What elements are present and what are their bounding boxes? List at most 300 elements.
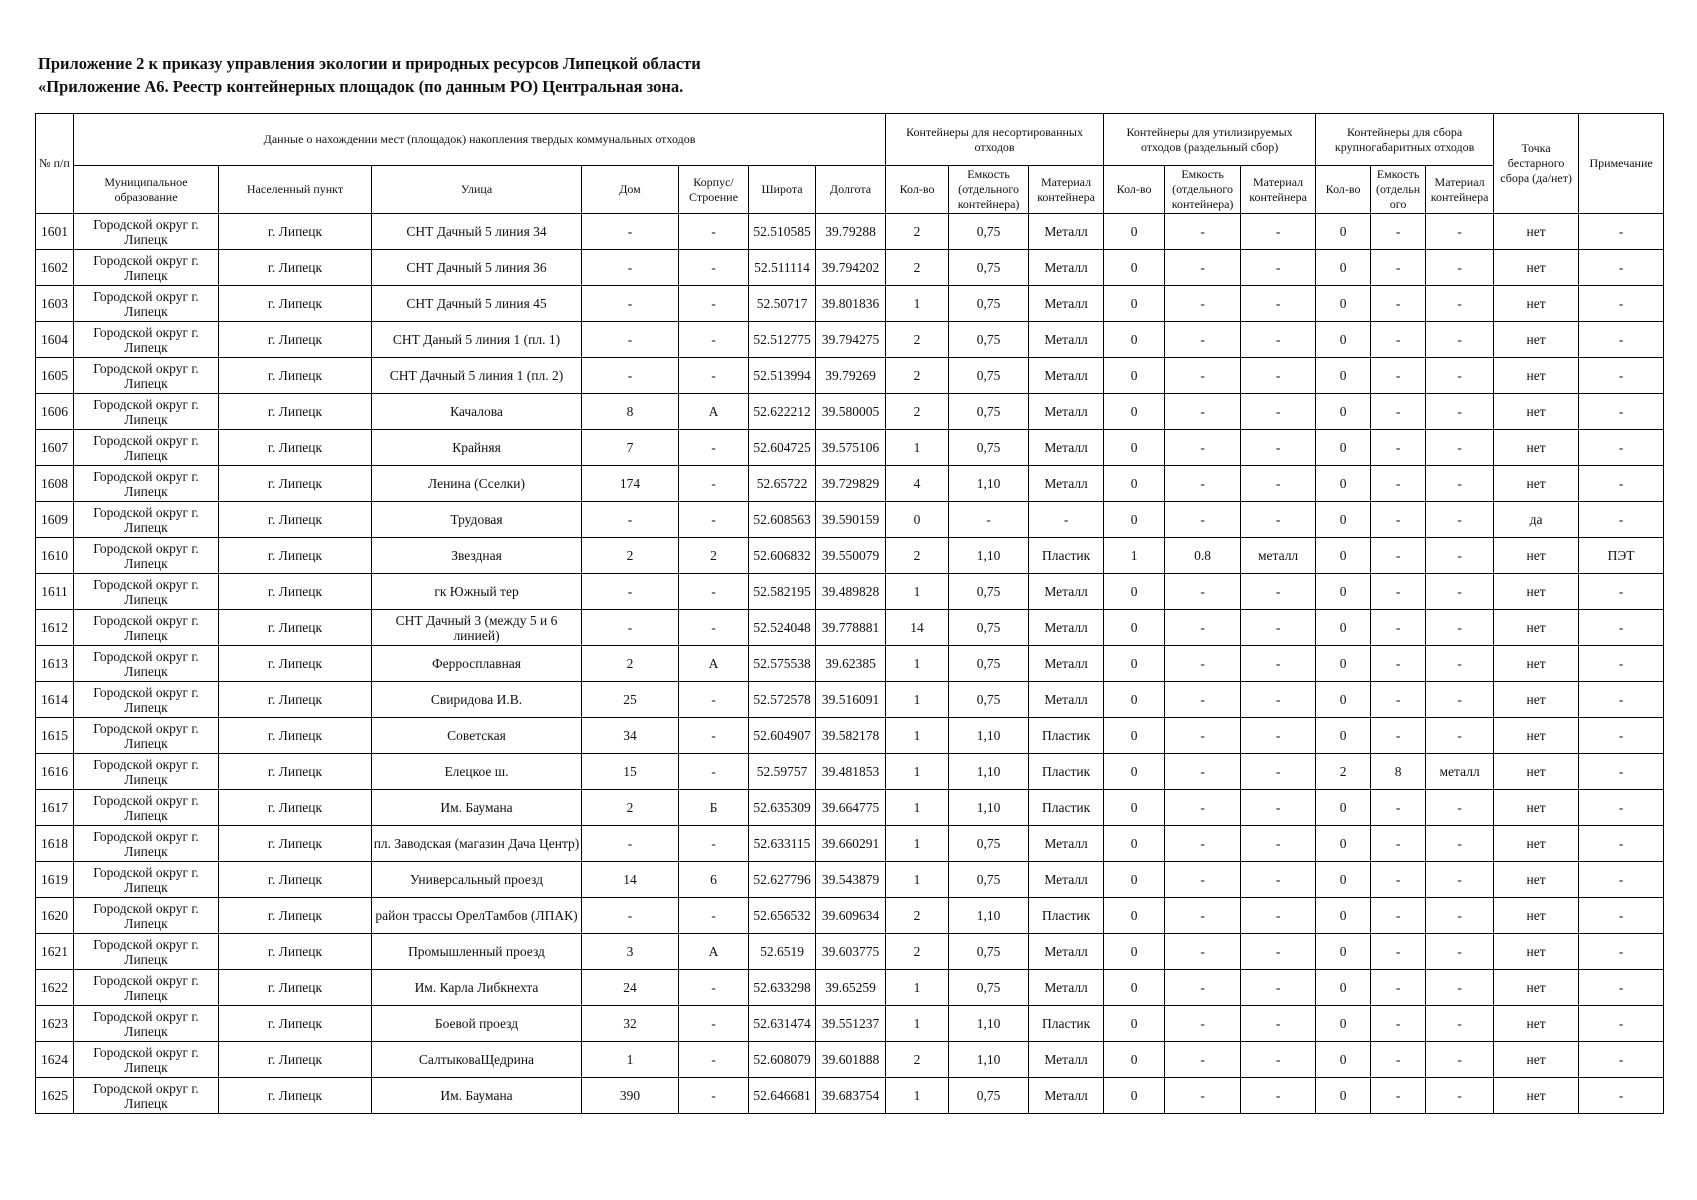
unsorted-capacity-cell: 0,75 [949, 646, 1029, 682]
unsorted-count-cell: 4 [886, 466, 949, 502]
municipality-cell: Городской округ г. Липецк [74, 934, 219, 970]
bulky-capacity-cell: - [1371, 502, 1426, 538]
recyclable-capacity-cell: - [1165, 502, 1241, 538]
bagless-cell: нет [1494, 1078, 1579, 1114]
recyclable-capacity-cell: - [1165, 682, 1241, 718]
municipality-cell: Городской округ г. Липецк [74, 1006, 219, 1042]
bulky-material-cell: - [1426, 1006, 1494, 1042]
bulky-count-cell: 0 [1316, 394, 1371, 430]
house-cell: 24 [582, 970, 679, 1006]
table-row [36, 826, 1664, 862]
unsorted-material-cell: Металл [1029, 1042, 1104, 1078]
bulky-count-cell: 0 [1316, 646, 1371, 682]
latitude-cell: 52.65722 [749, 466, 816, 502]
row-number: 1619 [36, 862, 74, 898]
registry-table [35, 113, 1664, 1114]
street-cell: Универсальный проезд [372, 862, 582, 898]
municipality-cell: Городской округ г. Липецк [74, 250, 219, 286]
bulky-capacity-cell: - [1371, 718, 1426, 754]
row-number: 1602 [36, 250, 74, 286]
recyclable-material-cell: - [1241, 682, 1316, 718]
table-row [36, 898, 1664, 934]
bulky-count-cell: 0 [1316, 214, 1371, 250]
recyclable-count-cell: 0 [1104, 934, 1165, 970]
house-cell: - [582, 610, 679, 646]
settlement-cell: г. Липецк [219, 862, 372, 898]
house-cell: 34 [582, 718, 679, 754]
unsorted-material-cell: Металл [1029, 322, 1104, 358]
street-cell: Свиридова И.В. [372, 682, 582, 718]
unsorted-capacity-cell: 0,75 [949, 358, 1029, 394]
recyclable-count-cell: 0 [1104, 1006, 1165, 1042]
recyclable-count-cell: 0 [1104, 574, 1165, 610]
street-cell: Боевой проезд [372, 1006, 582, 1042]
unsorted-material-cell: Пластик [1029, 790, 1104, 826]
table-row [36, 682, 1664, 718]
building-cell: - [679, 466, 749, 502]
recyclable-material-cell: - [1241, 1006, 1316, 1042]
house-cell: - [582, 214, 679, 250]
unsorted-material-cell: Пластик [1029, 538, 1104, 574]
recyclable-count-cell: 0 [1104, 394, 1165, 430]
building-cell: - [679, 214, 749, 250]
recyclable-material-cell: - [1241, 1078, 1316, 1114]
table-row [36, 790, 1664, 826]
recyclable-material-cell: - [1241, 862, 1316, 898]
street-cell: пл. Заводская (магазин Дача Центр) [372, 826, 582, 862]
settlement-cell: г. Липецк [219, 250, 372, 286]
row-number: 1621 [36, 934, 74, 970]
building-cell: 6 [679, 862, 749, 898]
bulky-material-header: Материал контейнера [1426, 166, 1494, 214]
street-cell: Им. Баумана [372, 790, 582, 826]
unsorted-count-cell: 2 [886, 250, 949, 286]
bulky-material-cell: - [1426, 610, 1494, 646]
house-cell: - [582, 826, 679, 862]
latitude-cell: 52.524048 [749, 610, 816, 646]
latitude-cell: 52.511114 [749, 250, 816, 286]
unsorted-capacity-cell: 1,10 [949, 538, 1029, 574]
recyclable-count-cell: 0 [1104, 790, 1165, 826]
recyclable-capacity-cell: - [1165, 790, 1241, 826]
latitude-cell: 52.608563 [749, 502, 816, 538]
note-cell: - [1579, 610, 1664, 646]
recyclable-capacity-cell: - [1165, 430, 1241, 466]
settlement-cell: г. Липецк [219, 214, 372, 250]
recyclable-capacity-cell: - [1165, 1042, 1241, 1078]
bulky-count-cell: 0 [1316, 826, 1371, 862]
street-cell: Качалова [372, 394, 582, 430]
unsorted-capacity-cell: 0,75 [949, 286, 1029, 322]
note-cell: - [1579, 394, 1664, 430]
bulky-material-cell: - [1426, 718, 1494, 754]
settlement-cell: г. Липецк [219, 934, 372, 970]
recyclable-capacity-cell: - [1165, 1006, 1241, 1042]
latitude-cell: 52.50717 [749, 286, 816, 322]
unsorted-capacity-cell: - [949, 502, 1029, 538]
recyclable-capacity-cell: - [1165, 934, 1241, 970]
bulky-material-cell: - [1426, 322, 1494, 358]
settlement-cell: г. Липецк [219, 826, 372, 862]
table-row [36, 394, 1664, 430]
table-row [36, 502, 1664, 538]
recyclable-capacity-cell: - [1165, 898, 1241, 934]
bulky-count-cell: 2 [1316, 754, 1371, 790]
bulky-material-cell: - [1426, 646, 1494, 682]
bulky-material-cell: - [1426, 826, 1494, 862]
row-number: 1618 [36, 826, 74, 862]
unsorted-count-cell: 1 [886, 826, 949, 862]
longitude-cell: 39.582178 [816, 718, 886, 754]
table-row [36, 646, 1664, 682]
col-num-header: № п/п [36, 114, 74, 214]
bulky-material-cell: металл [1426, 754, 1494, 790]
municipality-cell: Городской округ г. Липецк [74, 466, 219, 502]
note-cell: - [1579, 466, 1664, 502]
settlement-cell: г. Липецк [219, 1006, 372, 1042]
municipality-cell: Городской округ г. Липецк [74, 358, 219, 394]
note-cell: - [1579, 970, 1664, 1006]
longitude-cell: 39.550079 [816, 538, 886, 574]
bagless-cell: нет [1494, 682, 1579, 718]
street-cell: СНТ Дачный 5 линия 36 [372, 250, 582, 286]
street-cell: Ленина (Сселки) [372, 466, 582, 502]
municipality-cell: Городской округ г. Липецк [74, 970, 219, 1006]
latitude-cell: 52.633298 [749, 970, 816, 1006]
municipality-cell: Городской округ г. Липецк [74, 538, 219, 574]
bagless-cell: да [1494, 502, 1579, 538]
row-number: 1601 [36, 214, 74, 250]
recyclable-capacity-cell: - [1165, 646, 1241, 682]
bulky-material-cell: - [1426, 466, 1494, 502]
latitude-cell: 52.572578 [749, 682, 816, 718]
bulky-count-cell: 0 [1316, 1078, 1371, 1114]
unsorted-material-cell: Металл [1029, 1078, 1104, 1114]
bulky-capacity-cell: - [1371, 970, 1426, 1006]
bagless-cell: нет [1494, 754, 1579, 790]
unsorted-group-header: Контейнеры для несортированных отходов [886, 114, 1104, 166]
unsorted-material-cell: Металл [1029, 250, 1104, 286]
unsorted-material-cell: Металл [1029, 970, 1104, 1006]
settlement-cell: г. Липецк [219, 574, 372, 610]
recyclable-count-cell: 0 [1104, 1078, 1165, 1114]
unsorted-count-cell: 1 [886, 718, 949, 754]
note-cell: - [1579, 934, 1664, 970]
longitude-cell: 39.65259 [816, 970, 886, 1006]
note-cell: - [1579, 646, 1664, 682]
recyclable-material-cell: - [1241, 718, 1316, 754]
row-number: 1606 [36, 394, 74, 430]
table-row [36, 214, 1664, 250]
bulky-count-cell: 0 [1316, 1042, 1371, 1078]
street-cell: район трассы ОрелТамбов (ЛПАК) [372, 898, 582, 934]
table-row [36, 718, 1664, 754]
house-cell: 390 [582, 1078, 679, 1114]
bulky-capacity-cell: - [1371, 862, 1426, 898]
bulky-count-cell: 0 [1316, 970, 1371, 1006]
table-row [36, 1042, 1664, 1078]
note-cell: - [1579, 430, 1664, 466]
latitude-cell: 52.6519 [749, 934, 816, 970]
recyclable-capacity-cell: - [1165, 826, 1241, 862]
bagless-header: Точка бестарного сбора (да/нет) [1494, 114, 1579, 214]
settlement-cell: г. Липецк [219, 898, 372, 934]
municipality-cell: Городской округ г. Липецк [74, 286, 219, 322]
street-cell: СНТ Дачный 5 линия 1 (пл. 2) [372, 358, 582, 394]
bulky-count-cell: 0 [1316, 934, 1371, 970]
house-cell: 2 [582, 790, 679, 826]
recyclable-group-header: Контейнеры для утилизируемых отходов (раздельный сбор) [1104, 114, 1316, 166]
table-row [36, 358, 1664, 394]
unsorted-material-cell: Металл [1029, 934, 1104, 970]
recyclable-count-header: Кол-во [1104, 166, 1165, 214]
unsorted-capacity-cell: 1,10 [949, 754, 1029, 790]
recyclable-material-cell: - [1241, 574, 1316, 610]
bulky-capacity-cell: - [1371, 1042, 1426, 1078]
latitude-cell: 52.582195 [749, 574, 816, 610]
unsorted-capacity-cell: 1,10 [949, 898, 1029, 934]
bulky-material-cell: - [1426, 970, 1494, 1006]
note-header: Примечание [1579, 114, 1664, 214]
latitude-cell: 52.59757 [749, 754, 816, 790]
municipality-cell: Городской округ г. Липецк [74, 862, 219, 898]
table-row [36, 754, 1664, 790]
building-cell: 2 [679, 538, 749, 574]
bulky-capacity-cell: - [1371, 610, 1426, 646]
row-number: 1608 [36, 466, 74, 502]
recyclable-capacity-cell: - [1165, 610, 1241, 646]
street-cell: гк Южный тер [372, 574, 582, 610]
row-number: 1614 [36, 682, 74, 718]
longitude-cell: 39.590159 [816, 502, 886, 538]
recyclable-count-cell: 0 [1104, 466, 1165, 502]
note-cell: - [1579, 754, 1664, 790]
unsorted-capacity-header: Емкость (отдельного контейнера) [949, 166, 1029, 214]
bulky-material-cell: - [1426, 214, 1494, 250]
unsorted-material-cell: Металл [1029, 610, 1104, 646]
building-cell: - [679, 358, 749, 394]
building-cell: А [679, 394, 749, 430]
house-cell: 7 [582, 430, 679, 466]
building-cell: - [679, 574, 749, 610]
longitude-cell: 39.62385 [816, 646, 886, 682]
building-cell: - [679, 250, 749, 286]
bulky-capacity-cell: - [1371, 538, 1426, 574]
settlement-cell: г. Липецк [219, 970, 372, 1006]
latitude-cell: 52.604725 [749, 430, 816, 466]
bulky-capacity-cell: - [1371, 430, 1426, 466]
row-number: 1617 [36, 790, 74, 826]
bulky-capacity-cell: 8 [1371, 754, 1426, 790]
building-header: Корпус/ Строение [679, 166, 749, 214]
document-title [38, 52, 701, 98]
unsorted-capacity-cell: 0,75 [949, 1078, 1029, 1114]
bagless-cell: нет [1494, 646, 1579, 682]
latitude-cell: 52.575538 [749, 646, 816, 682]
note-cell: - [1579, 862, 1664, 898]
longitude-cell: 39.683754 [816, 1078, 886, 1114]
house-cell: - [582, 574, 679, 610]
row-number: 1620 [36, 898, 74, 934]
settlement-cell: г. Липецк [219, 1078, 372, 1114]
latitude-cell: 52.646681 [749, 1078, 816, 1114]
unsorted-material-cell: Металл [1029, 466, 1104, 502]
table-header [36, 114, 1664, 214]
longitude-cell: 39.79269 [816, 358, 886, 394]
settlement-cell: г. Липецк [219, 394, 372, 430]
bulky-count-cell: 0 [1316, 538, 1371, 574]
house-cell: - [582, 322, 679, 358]
house-cell: - [582, 898, 679, 934]
row-number: 1613 [36, 646, 74, 682]
note-cell: - [1579, 1042, 1664, 1078]
recyclable-material-cell: - [1241, 286, 1316, 322]
bagless-cell: нет [1494, 466, 1579, 502]
settlement-cell: г. Липецк [219, 646, 372, 682]
recyclable-count-cell: 0 [1104, 358, 1165, 394]
street-cell: СНТ Даный 5 линия 1 (пл. 1) [372, 322, 582, 358]
settlement-cell: г. Липецк [219, 358, 372, 394]
bagless-cell: нет [1494, 358, 1579, 394]
municipality-cell: Городской округ г. Липецк [74, 1078, 219, 1114]
unsorted-material-cell: Пластик [1029, 898, 1104, 934]
note-cell: ПЭТ [1579, 538, 1664, 574]
municipality-cell: Городской округ г. Липецк [74, 718, 219, 754]
row-number: 1623 [36, 1006, 74, 1042]
bulky-count-cell: 0 [1316, 1006, 1371, 1042]
recyclable-material-cell: - [1241, 466, 1316, 502]
unsorted-capacity-cell: 1,10 [949, 1042, 1029, 1078]
recyclable-count-cell: 0 [1104, 970, 1165, 1006]
row-number: 1609 [36, 502, 74, 538]
unsorted-count-cell: 1 [886, 1078, 949, 1114]
bulky-count-cell: 0 [1316, 502, 1371, 538]
house-cell: 14 [582, 862, 679, 898]
row-number: 1607 [36, 430, 74, 466]
unsorted-capacity-cell: 0,75 [949, 862, 1029, 898]
municipality-cell: Городской округ г. Липецк [74, 394, 219, 430]
bulky-count-cell: 0 [1316, 718, 1371, 754]
municipality-cell: Городской округ г. Липецк [74, 646, 219, 682]
unsorted-capacity-cell: 0,75 [949, 394, 1029, 430]
unsorted-material-cell: Металл [1029, 394, 1104, 430]
bulky-material-cell: - [1426, 790, 1494, 826]
bulky-material-cell: - [1426, 394, 1494, 430]
settlement-cell: г. Липецк [219, 286, 372, 322]
bagless-cell: нет [1494, 286, 1579, 322]
unsorted-count-cell: 2 [886, 358, 949, 394]
house-cell: 3 [582, 934, 679, 970]
row-number: 1612 [36, 610, 74, 646]
unsorted-count-cell: 2 [886, 394, 949, 430]
building-cell: - [679, 970, 749, 1006]
bulky-count-cell: 0 [1316, 862, 1371, 898]
building-cell: - [679, 502, 749, 538]
building-cell: - [679, 1042, 749, 1078]
recyclable-capacity-cell: - [1165, 214, 1241, 250]
note-cell: - [1579, 250, 1664, 286]
recyclable-capacity-cell: - [1165, 862, 1241, 898]
building-cell: - [679, 286, 749, 322]
bagless-cell: нет [1494, 610, 1579, 646]
bulky-material-cell: - [1426, 574, 1494, 610]
unsorted-count-header: Кол-во [886, 166, 949, 214]
bulky-capacity-header: Емкость (отдельн ого [1371, 166, 1426, 214]
lon-header: Долгота [816, 166, 886, 214]
house-cell: - [582, 286, 679, 322]
table-row [36, 610, 1664, 646]
bulky-capacity-cell: - [1371, 574, 1426, 610]
street-cell: Елецкое ш. [372, 754, 582, 790]
unsorted-count-cell: 1 [886, 574, 949, 610]
longitude-cell: 39.516091 [816, 682, 886, 718]
recyclable-count-cell: 0 [1104, 430, 1165, 466]
recyclable-material-cell: - [1241, 754, 1316, 790]
building-cell: - [679, 1006, 749, 1042]
bulky-count-cell: 0 [1316, 898, 1371, 934]
settlement-cell: г. Липецк [219, 322, 372, 358]
longitude-cell: 39.481853 [816, 754, 886, 790]
bulky-material-cell: - [1426, 934, 1494, 970]
longitude-cell: 39.664775 [816, 790, 886, 826]
unsorted-count-cell: 1 [886, 754, 949, 790]
bagless-cell: нет [1494, 1006, 1579, 1042]
recyclable-count-cell: 0 [1104, 322, 1165, 358]
bagless-cell: нет [1494, 322, 1579, 358]
location-group-header: Данные о нахождении мест (площадок) накопления твердых коммунальных отходов [74, 114, 886, 166]
title-line-2: «Приложение А6. Реестр контейнерных площадок (по данным РО) Центральная зона. [38, 77, 684, 96]
recyclable-count-cell: 0 [1104, 646, 1165, 682]
municipality-cell: Городской округ г. Липецк [74, 502, 219, 538]
house-cell: - [582, 502, 679, 538]
settlement-cell: г. Липецк [219, 538, 372, 574]
unsorted-material-cell: Металл [1029, 862, 1104, 898]
recyclable-count-cell: 0 [1104, 502, 1165, 538]
note-cell: - [1579, 718, 1664, 754]
recyclable-count-cell: 0 [1104, 898, 1165, 934]
table-row [36, 1006, 1664, 1042]
house-cell: - [582, 358, 679, 394]
bulky-capacity-cell: - [1371, 322, 1426, 358]
municipality-cell: Городской округ г. Липецк [74, 214, 219, 250]
recyclable-capacity-cell: - [1165, 970, 1241, 1006]
municipality-cell: Городской округ г. Липецк [74, 682, 219, 718]
unsorted-material-header: Материал контейнера [1029, 166, 1104, 214]
recyclable-capacity-header: Емкость (отдельного контейнера) [1165, 166, 1241, 214]
row-number: 1616 [36, 754, 74, 790]
bulky-capacity-cell: - [1371, 646, 1426, 682]
note-cell: - [1579, 826, 1664, 862]
table-body [36, 214, 1664, 1114]
unsorted-capacity-cell: 0,75 [949, 430, 1029, 466]
building-cell: - [679, 682, 749, 718]
unsorted-material-cell: Пластик [1029, 1006, 1104, 1042]
municipality-cell: Городской округ г. Липецк [74, 826, 219, 862]
building-cell: А [679, 934, 749, 970]
bulky-material-cell: - [1426, 1042, 1494, 1078]
unsorted-count-cell: 2 [886, 1042, 949, 1078]
unsorted-capacity-cell: 0,75 [949, 610, 1029, 646]
bulky-material-cell: - [1426, 682, 1494, 718]
unsorted-capacity-cell: 1,10 [949, 1006, 1029, 1042]
recyclable-count-cell: 0 [1104, 250, 1165, 286]
table-row [36, 862, 1664, 898]
bagless-cell: нет [1494, 538, 1579, 574]
settlement-cell: г. Липецк [219, 682, 372, 718]
recyclable-count-cell: 0 [1104, 610, 1165, 646]
street-cell: Им. Баумана [372, 1078, 582, 1114]
recyclable-material-cell: - [1241, 430, 1316, 466]
